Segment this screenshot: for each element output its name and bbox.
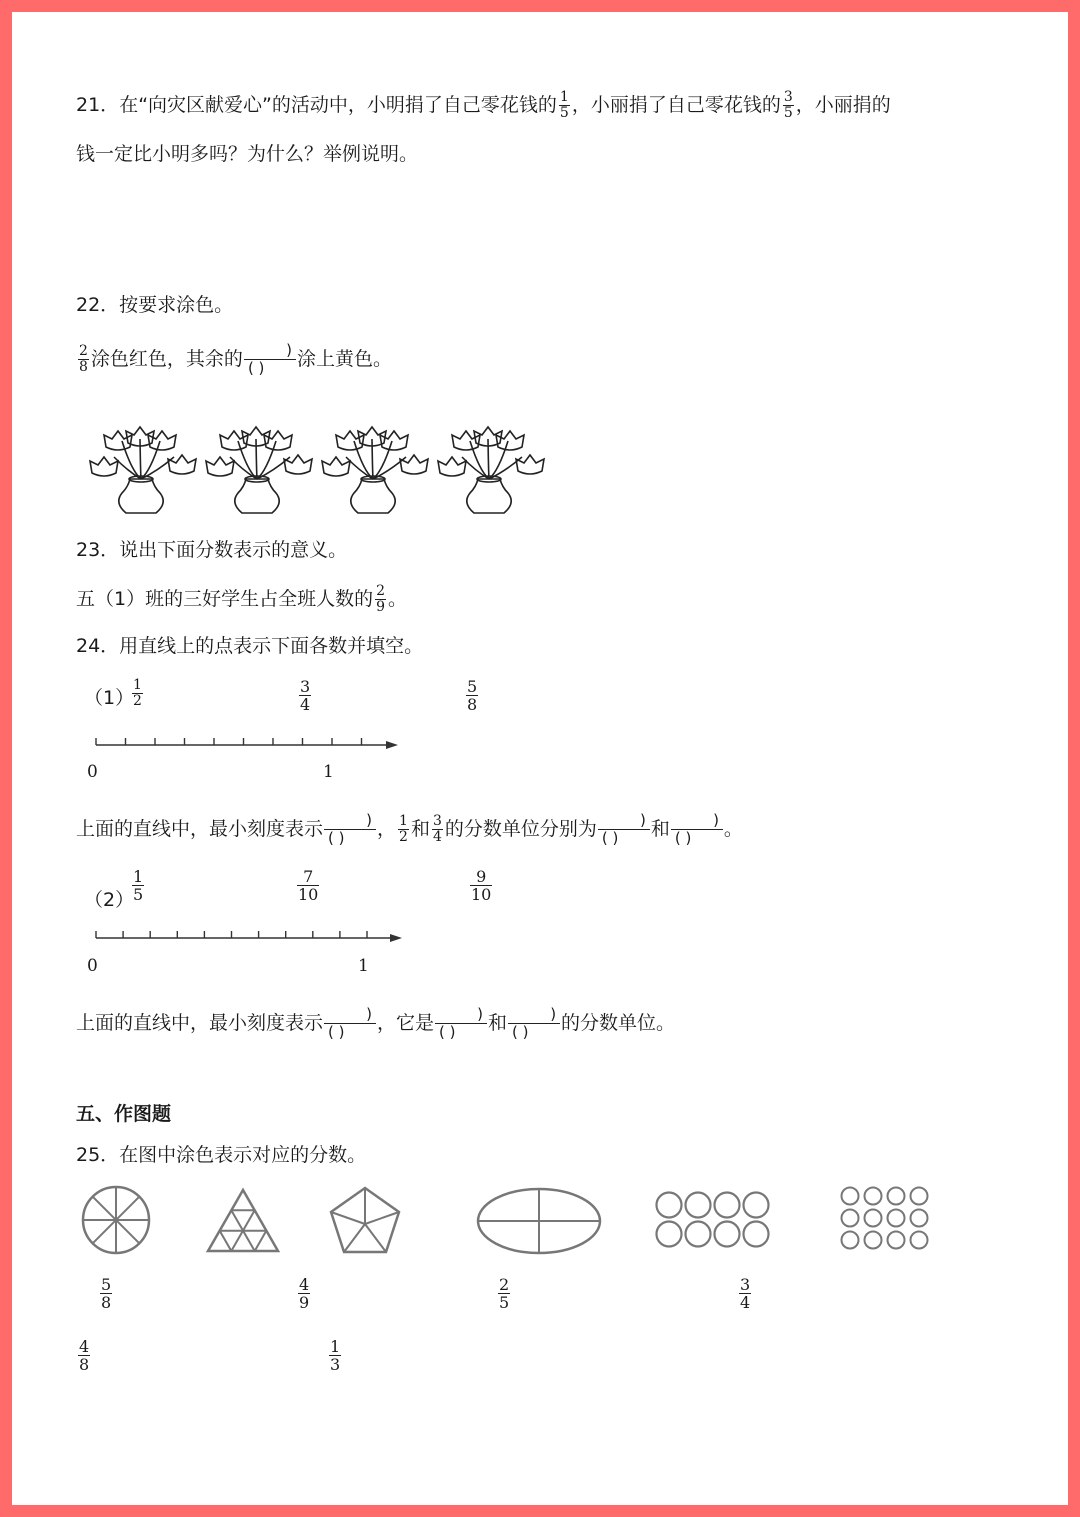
- q24-part2-sentence: [76, 1006, 675, 1041]
- grid-circle: [744, 1222, 769, 1247]
- grid-circle: [657, 1222, 682, 1247]
- number-line-2-one: 1: [358, 956, 369, 976]
- q25-frac-1: $\frac{5}{8}$: [101, 1275, 112, 1312]
- q24-p1-and-2: 和: [650, 818, 670, 840]
- q24-p2-sentence-b: ，它是: [377, 1012, 435, 1034]
- q24-p2-frac-3: $\frac{9}{10}$: [471, 867, 492, 904]
- grid-circle: [865, 1188, 882, 1205]
- q25-frac-6: $\frac{1}{3}$: [330, 1337, 341, 1374]
- tulip-flower: [90, 457, 118, 476]
- q23-end: 。: [388, 588, 408, 610]
- grid-circle: [842, 1188, 859, 1205]
- q22-text-a: 涂色红色，其余的: [90, 348, 243, 370]
- triangle-ninths-shape: [205, 1187, 281, 1255]
- q22-text-b: 涂上黄色。: [296, 348, 392, 370]
- eight-circles-shape: [654, 1190, 774, 1250]
- q25-frac-3: $\frac{2}{5}$: [499, 1275, 510, 1312]
- pentagon-fifths-shape: [327, 1184, 403, 1256]
- grid-circle: [888, 1210, 905, 1227]
- vase-with-flowers: [322, 427, 428, 513]
- q24-p1-blank-1[interactable]: ) ( ): [324, 812, 376, 847]
- q23-fraction: $\frac{2}{9}$: [376, 583, 386, 615]
- tulip-flower: [322, 457, 350, 476]
- vase-flowers-figure: [82, 417, 572, 517]
- q24-part2-label: （2）: [84, 889, 135, 911]
- q24-p2-sentence-c: 的分数单位。: [561, 1012, 676, 1034]
- q24-p2-sentence-a: 上面的直线中，最小刻度表示: [76, 1012, 324, 1034]
- grid-circle: [865, 1210, 882, 1227]
- vase-with-flowers: [438, 427, 544, 513]
- number-line-1: [82, 737, 402, 767]
- number-line-1-zero: 0: [87, 762, 98, 782]
- section-5-heading: 五、作图题: [76, 1103, 172, 1125]
- q24-p2-frac-2: $\frac{7}{10}$: [298, 867, 319, 904]
- q23-text: 五（1）班的三好学生占全班人数的: [76, 588, 374, 610]
- q24-p1-end: 。: [723, 818, 743, 840]
- twelve-circles-shape: [840, 1186, 932, 1252]
- q24-p2-and: 和: [488, 1012, 508, 1034]
- q24-p1-sentence-frac-1: $\frac{1}{2}$: [399, 813, 408, 845]
- q23-title: 23．说出下面分数表示的意义。: [76, 539, 348, 561]
- arrow-head: [386, 741, 398, 749]
- grid-circle: [911, 1188, 928, 1205]
- vase-with-flowers: [90, 427, 196, 513]
- q21-text-c: ，小丽捐的: [795, 94, 891, 116]
- q24-p2-blank-1[interactable]: ) ( ): [324, 1006, 376, 1041]
- number-line-2-zero: 0: [87, 956, 98, 976]
- grid-circle: [842, 1210, 859, 1227]
- q21-line2: 钱一定比小明多吗？为什么？举例说明。: [76, 143, 419, 165]
- q24-p2-blank-2[interactable]: ) ( ): [435, 1006, 487, 1041]
- q21-fraction-2: $\frac{3}{5}$: [783, 89, 793, 121]
- grid-circle: [888, 1188, 905, 1205]
- grid-circle: [842, 1232, 859, 1249]
- q24-p1-blank-2[interactable]: ) ( ): [598, 812, 650, 847]
- grid-circle: [686, 1193, 711, 1218]
- vase: [467, 479, 511, 513]
- q24-p1-frac-3: $\frac{5}{8}$: [467, 677, 478, 714]
- grid-circle: [888, 1232, 905, 1249]
- q21-text-a: 在“向灾区献爱心”的活动中，小明捐了自己零花钱的: [119, 94, 557, 116]
- q21-text-b: ，小丽捐了自己零花钱的: [571, 94, 781, 116]
- q21-number: 21．: [76, 94, 120, 116]
- flower-stem: [488, 439, 489, 479]
- q22-instruction: [76, 342, 392, 377]
- q25-frac-5: $\frac{4}{8}$: [79, 1337, 90, 1374]
- q24-p1-sentence-a: 上面的直线中，最小刻度表示: [76, 818, 324, 840]
- q25-title: 25．在图中涂色表示对应的分数。: [76, 1144, 367, 1166]
- q24-p1-and-1: 和: [410, 818, 430, 840]
- q25-frac-4: $\frac{3}{4}$: [740, 1275, 751, 1312]
- ellipse-quarters-shape: [475, 1186, 603, 1256]
- vase: [235, 479, 279, 513]
- grid-circle: [911, 1232, 928, 1249]
- tulip-flower: [206, 457, 234, 476]
- q21-fraction-1: $\frac{1}{5}$: [559, 89, 569, 121]
- q24-p1-blank-3[interactable]: ) ( ): [671, 812, 723, 847]
- grid-circle: [715, 1222, 740, 1247]
- circle-eighths-shape: [80, 1184, 152, 1256]
- vase: [351, 479, 395, 513]
- worksheet-page: [12, 12, 1068, 1505]
- flower-stem: [372, 439, 373, 479]
- q25-frac-2: $\frac{4}{9}$: [299, 1275, 310, 1312]
- q24-p1-sentence-c: 的分数单位分别为: [444, 818, 597, 840]
- q24-p1-frac-1: $\frac{1}{2}$: [133, 677, 142, 709]
- q24-part1-sentence: [76, 812, 743, 847]
- q24-title: 24．用直线上的点表示下面各数并填空。: [76, 635, 424, 657]
- q24-p1-sentence-frac-2: $\frac{3}{4}$: [432, 813, 442, 845]
- vase-with-flowers: [206, 427, 312, 513]
- grid-circle: [911, 1210, 928, 1227]
- q22-answer-blank[interactable]: ) ( ): [244, 342, 296, 377]
- q22-fraction: $\frac{2}{8}$: [79, 343, 88, 375]
- number-line-1-one: 1: [323, 762, 334, 782]
- arrow-head: [390, 934, 402, 942]
- q24-part1-label: （1）: [84, 687, 135, 709]
- flower-stem: [256, 439, 257, 479]
- flower-stem: [140, 439, 141, 479]
- grid-circle: [715, 1193, 740, 1218]
- vase: [119, 479, 163, 513]
- q21-line1: [76, 90, 891, 121]
- q22-title: 22．按要求涂色。: [76, 294, 234, 316]
- q24-p1-sentence-b: ，: [377, 818, 397, 840]
- grid-circle: [744, 1193, 769, 1218]
- grid-circle: [686, 1222, 711, 1247]
- grid-circle: [657, 1193, 682, 1218]
- q23-statement: [76, 584, 407, 615]
- q24-p2-blank-3[interactable]: ) ( ): [508, 1006, 560, 1041]
- q24-p1-frac-2: $\frac{3}{4}$: [300, 677, 311, 714]
- tulip-flower: [438, 457, 466, 476]
- q24-p2-frac-1: $\frac{1}{5}$: [133, 867, 144, 904]
- grid-circle: [865, 1232, 882, 1249]
